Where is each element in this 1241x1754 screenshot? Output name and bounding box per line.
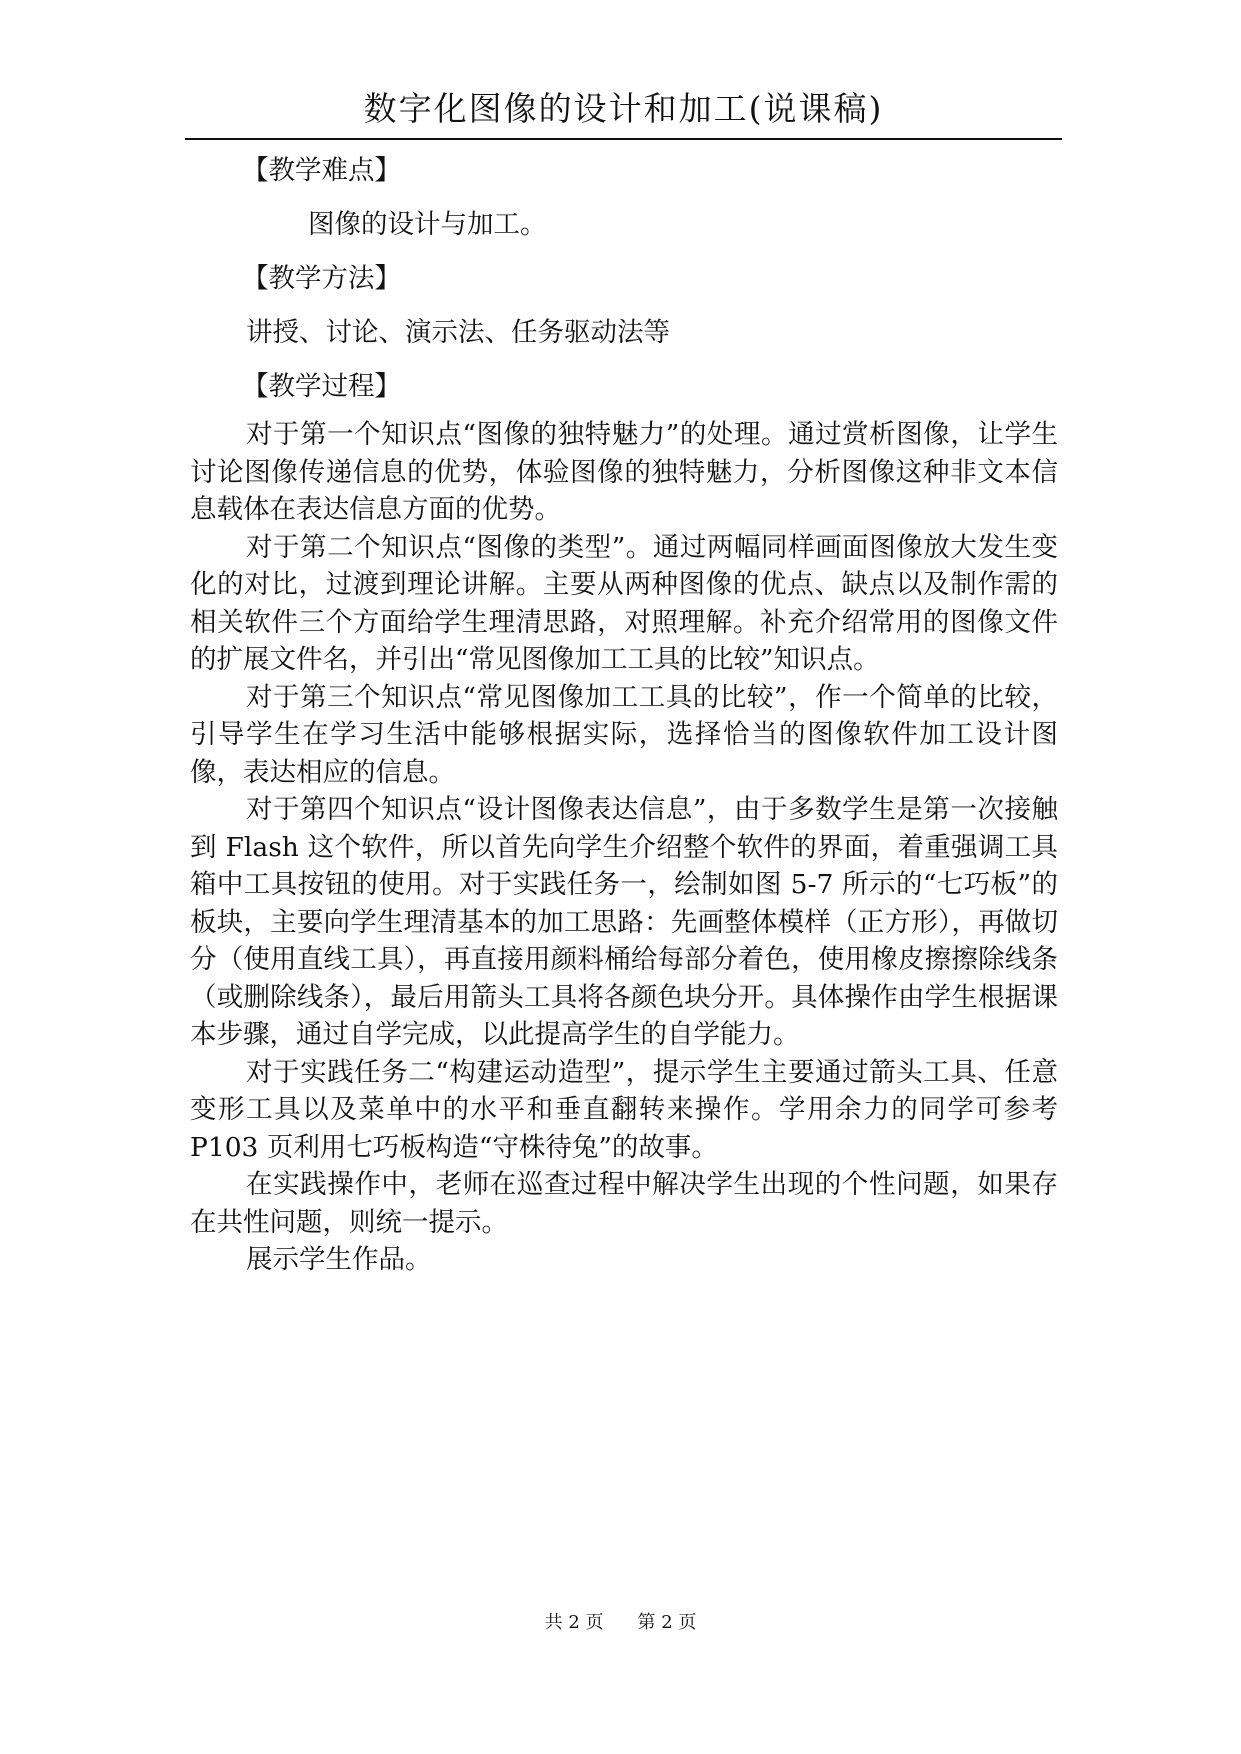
process-heading: 【教学过程】 — [242, 371, 401, 402]
total-pages: 共 2 页 — [544, 1612, 604, 1633]
paragraph: 对于实践任务二“构建运动造型”，提示学生主要通过箭头工具、任意变形工具以及菜单中的水平和垂直翻转来操作。学用余力的同学可参考 P103 页利用七巧板构造“守株待兔”的故事。 — [190, 1056, 1058, 1163]
paragraph: 对于第一个知识点“图像的独特魅力”的处理。通过赏析图像，让学生讨论图像传递信息的优势，体验图像的独特魅力，分析图像这种非文本信息载体在表达信息方面的优势。 — [190, 419, 1058, 525]
paragraph: 对于第三个知识点“常见图像加工工具的比较”，作一个简单的比较，引导学生在学习生活中能够根据实际，选择恰当的图像软件加工设计图像，表达相应的信息。 — [190, 681, 1058, 788]
paragraph: 展示学生作品。 — [246, 1244, 432, 1275]
difficulty-heading: 【教学难点】 — [242, 155, 401, 186]
method-text: 讲授、讨论、演示法、任务驱动法等 — [246, 317, 670, 348]
page-title: 数字化图像的设计和加工(说课稿) — [363, 89, 884, 128]
paragraph: 对于第二个知识点“图像的类型”。通过两幅同样画面图像放大发生变化的对比，过渡到理论讲解。主要从两种图像的优点、缺点以及制作需的相关软件三个方面给学生理清思路，对照理解。补充介绍常用的图像文件的扩展文件名，并引出“常见图像加工工具的比较”知识点。 — [190, 531, 1058, 675]
process-paragraphs — [190, 416, 1058, 1279]
paragraph: 对于第四个知识点“设计图像表达信息”，由于多数学生是第一次接触到 Flash 这个软件，所以首先向学生介绍整个软件的界面，着重强调工具箱中工具按钮的使用。对于实践任务一，绘制如图 5-7 所示的“七巧板”的板块，主要向学生理清基本的加工思路：先画整体模样（正方形），再做切分（使用直线工具），再直接用颜料桶给每部分着色，使用橡皮擦擦除线条（或删除线条），最后用箭头工具将各颜色块分开。具体操作由学生根据课本步骤，通过自学完成，以此提高学生的自学能力。 — [190, 794, 1058, 1050]
paragraph: 在实践操作中，老师在巡查过程中解决学生出现的个性问题，如果存在共性问题，则统一提示。 — [190, 1169, 1058, 1238]
current-page: 第 2 页 — [637, 1612, 697, 1633]
method-heading: 【教学方法】 — [242, 263, 401, 294]
header-divider — [185, 138, 1062, 140]
document-body — [190, 144, 1058, 1279]
difficulty-text: 图像的设计与加工。 — [308, 209, 547, 240]
page-footer — [0, 1611, 1241, 1635]
